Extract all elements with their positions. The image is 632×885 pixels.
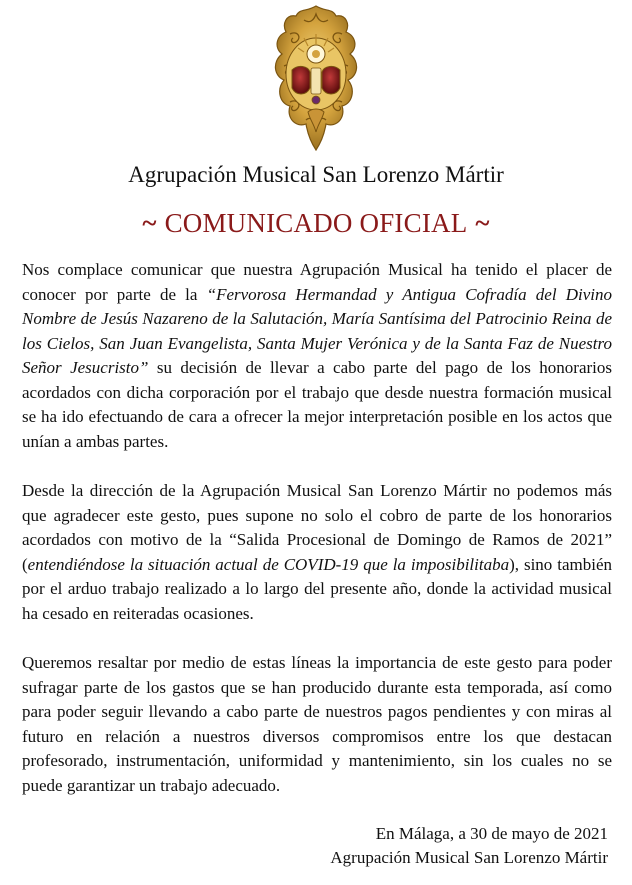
- headline-tilde-left: ~: [142, 208, 157, 238]
- paragraph-1: [22, 258, 612, 454]
- paragraph-1-text-a: Nos complace comunicar que nuestra Agrupación Musical ha tenido el placer de conocer por parte de la: [22, 260, 612, 304]
- headline-tilde-right: ~: [475, 208, 490, 238]
- organization-title: Agrupación Musical San Lorenzo Mártir: [128, 162, 504, 187]
- paragraph-2-text-a: Desde la dirección de la Agrupación Musical San Lorenzo Mártir no podemos más que agradecer este gesto, pues supone no solo el cobro de parte de los honorarios acordados con motivo de la “Salida Procesional de Domingo de Ramos de 2021” (: [22, 481, 612, 574]
- paragraph-1-brotherhood-name: “Fervorosa Hermandad y Antigua Cofradía del Divino Nombre de Jesús Nazareno de la Salutación, María Santísima del Patrocinio Reina de los Cielos, San Juan Evangelista, Santa Mujer Verónica y de la Santa Faz de Nuestro Señor Jesucristo”: [22, 284, 612, 377]
- signature-place-date: En Málaga, a 30 de mayo de 2021: [375, 824, 608, 843]
- paragraph-2-text-b: ), sino también por el arduo trabajo realizado a lo largo del presente año, donde la actividad musical ha cesado en reiteradas ocasiones.: [22, 554, 612, 623]
- page-title: [0, 206, 632, 240]
- paragraph-3: Queremos resaltar por medio de estas líneas la importancia de este gesto para poder sufragar parte de los gastos que se han producido durante esta temporada, así como para poder seguir llevando a cabo parte de nuestros pagos pendientes y con miras al futuro en relación a nuestros diversos compromisos entre los que destacan profesorado, instrumentación, uniformidad y mantenimiento, sin los cuales no se puede garantizar un trabajo adecuado.: [22, 653, 612, 795]
- signature-signer: Agrupación Musical San Lorenzo Mártir: [330, 848, 608, 867]
- paragraph-2: [22, 479, 612, 626]
- headline-text: COMUNICADO OFICIAL: [164, 208, 468, 238]
- paragraph-1-text-b: su decisión de llevar a cabo parte del pago de los honorarios acordados con dicha corporación por el trabajo que desde nuestra formación musical se ha ido efectuando de cara a ofrecer la mejor interpretación posible en los actos que unían a ambas partes.: [22, 358, 613, 451]
- paragraph-2-covid-note: entendiéndose la situación actual de COVID-19 que la imposibilitaba: [27, 554, 510, 574]
- signature-block: [330, 822, 608, 870]
- ornate-gold-crest-icon: [260, 4, 372, 152]
